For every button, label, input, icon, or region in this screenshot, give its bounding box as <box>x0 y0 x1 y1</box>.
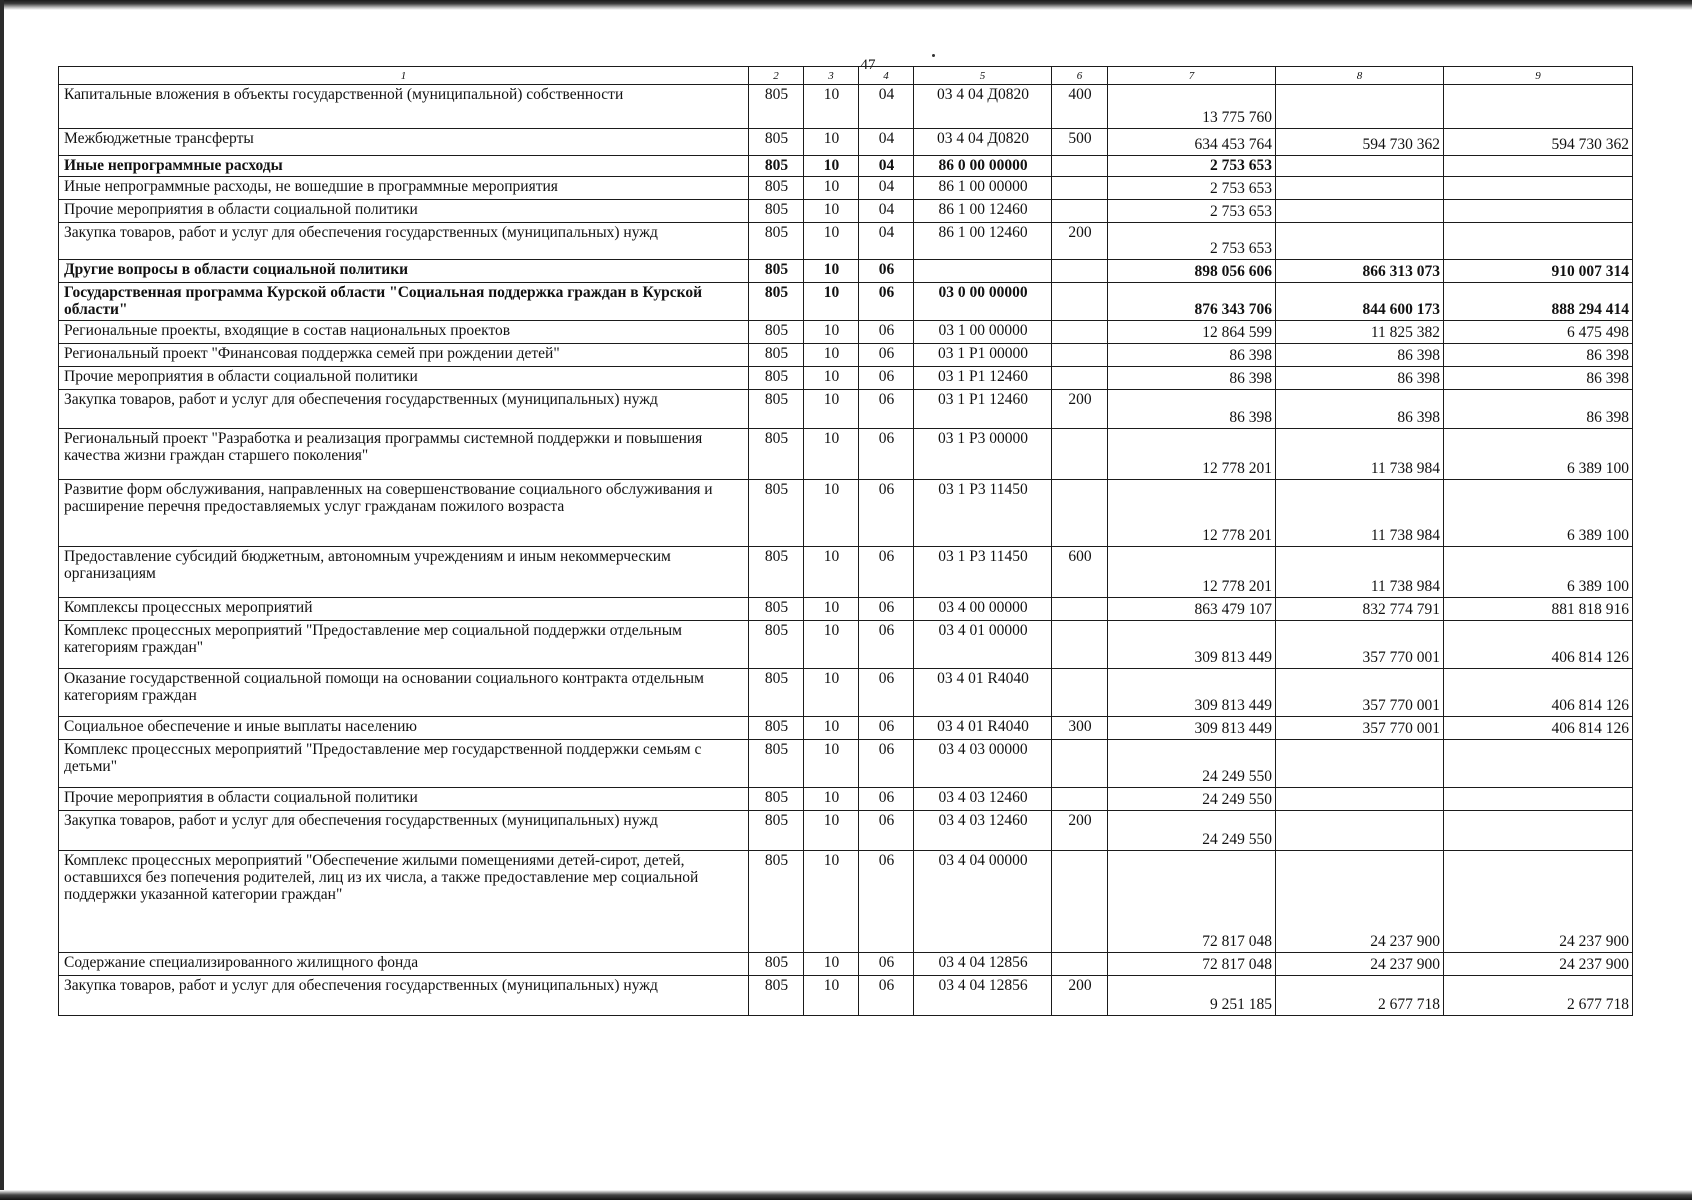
cell-amount-2024: 876 343 706 <box>1108 283 1276 321</box>
cell-subsection: 06 <box>859 953 914 976</box>
cell-amount-2024: 12 778 201 <box>1108 429 1276 480</box>
cell-amount-2025 <box>1276 85 1444 129</box>
cell-expense-type: 200 <box>1052 223 1108 260</box>
cell-amount-2025: 86 398 <box>1276 344 1444 367</box>
cell-description: Развитие форм обслуживания, направленных на совершенствование социального обслуживания и расширение перечня предоставляемых услуг гражданам пожилого возраста <box>59 480 749 547</box>
cell-section: 10 <box>804 321 859 344</box>
cell-ministry: 805 <box>749 177 804 200</box>
cell-ministry: 805 <box>749 344 804 367</box>
cell-description: Иные непрограммные расходы <box>59 156 749 177</box>
cell-subsection: 06 <box>859 811 914 851</box>
cell-target-article <box>914 260 1052 283</box>
scan-edge-bottom <box>0 1190 1692 1200</box>
cell-amount-2025: 86 398 <box>1276 367 1444 390</box>
cell-amount-2026: 24 237 900 <box>1444 851 1633 953</box>
cell-section: 10 <box>804 953 859 976</box>
cell-amount-2026: 24 237 900 <box>1444 953 1633 976</box>
cell-ministry: 805 <box>749 953 804 976</box>
table-row <box>59 344 1633 367</box>
cell-amount-2025 <box>1276 223 1444 260</box>
cell-amount-2025: 24 237 900 <box>1276 851 1444 953</box>
cell-amount-2025: 2 677 718 <box>1276 976 1444 1016</box>
cell-ministry: 805 <box>749 976 804 1016</box>
cell-target-article: 86 1 00 00000 <box>914 177 1052 200</box>
cell-expense-type <box>1052 621 1108 669</box>
cell-amount-2026: 86 398 <box>1444 367 1633 390</box>
cell-amount-2024: 309 813 449 <box>1108 621 1276 669</box>
cell-amount-2026: 881 818 916 <box>1444 598 1633 621</box>
table-row <box>59 367 1633 390</box>
cell-section: 10 <box>804 344 859 367</box>
cell-amount-2026: 86 398 <box>1444 390 1633 429</box>
cell-section: 10 <box>804 788 859 811</box>
cell-subsection: 06 <box>859 429 914 480</box>
cell-section: 10 <box>804 669 859 717</box>
header-col-9: 9 <box>1444 67 1633 85</box>
cell-description: Комплекс процессных мероприятий "Предоставление мер государственной поддержки семьям с детьми" <box>59 740 749 788</box>
cell-subsection: 06 <box>859 669 914 717</box>
cell-ministry: 805 <box>749 788 804 811</box>
cell-description: Закупка товаров, работ и услуг для обеспечения государственных (муниципальных) нужд <box>59 976 749 1016</box>
cell-ministry: 805 <box>749 811 804 851</box>
cell-amount-2024: 12 778 201 <box>1108 480 1276 547</box>
cell-ministry: 805 <box>749 129 804 156</box>
cell-amount-2025: 357 770 001 <box>1276 621 1444 669</box>
cell-subsection: 04 <box>859 200 914 223</box>
cell-subsection: 06 <box>859 717 914 740</box>
cell-ministry: 805 <box>749 547 804 598</box>
cell-amount-2025: 24 237 900 <box>1276 953 1444 976</box>
cell-section: 10 <box>804 390 859 429</box>
table-row <box>59 547 1633 598</box>
table-row <box>59 390 1633 429</box>
cell-amount-2025: 11 738 984 <box>1276 547 1444 598</box>
cell-section: 10 <box>804 156 859 177</box>
cell-amount-2024: 24 249 550 <box>1108 788 1276 811</box>
cell-target-article: 03 0 00 00000 <box>914 283 1052 321</box>
cell-target-article: 03 4 00 00000 <box>914 598 1052 621</box>
table-row <box>59 177 1633 200</box>
table-row <box>59 717 1633 740</box>
cell-description: Социальное обеспечение и иные выплаты населению <box>59 717 749 740</box>
cell-amount-2024: 309 813 449 <box>1108 669 1276 717</box>
cell-expense-type <box>1052 788 1108 811</box>
cell-subsection: 04 <box>859 177 914 200</box>
cell-amount-2026: 910 007 314 <box>1444 260 1633 283</box>
cell-amount-2025: 866 313 073 <box>1276 260 1444 283</box>
table-row <box>59 598 1633 621</box>
cell-amount-2024: 12 864 599 <box>1108 321 1276 344</box>
cell-amount-2026: 2 677 718 <box>1444 976 1633 1016</box>
cell-description: Иные непрограммные расходы, не вошедшие в программные мероприятия <box>59 177 749 200</box>
cell-subsection: 04 <box>859 156 914 177</box>
cell-ministry: 805 <box>749 85 804 129</box>
cell-expense-type: 200 <box>1052 811 1108 851</box>
cell-amount-2025: 844 600 173 <box>1276 283 1444 321</box>
cell-amount-2026: 888 294 414 <box>1444 283 1633 321</box>
table-row <box>59 811 1633 851</box>
cell-ministry: 805 <box>749 480 804 547</box>
cell-target-article: 03 4 04 Д0820 <box>914 129 1052 156</box>
cell-target-article: 03 4 04 12856 <box>914 953 1052 976</box>
cell-description: Прочие мероприятия в области социальной политики <box>59 367 749 390</box>
header-col-1: 1 <box>59 67 749 85</box>
cell-amount-2024: 86 398 <box>1108 344 1276 367</box>
cell-amount-2025 <box>1276 788 1444 811</box>
table-row <box>59 740 1633 788</box>
cell-description: Прочие мероприятия в области социальной политики <box>59 788 749 811</box>
cell-target-article: 86 1 00 12460 <box>914 223 1052 260</box>
cell-amount-2024: 634 453 764 <box>1108 129 1276 156</box>
cell-amount-2024: 72 817 048 <box>1108 953 1276 976</box>
cell-subsection: 06 <box>859 740 914 788</box>
cell-amount-2024: 863 479 107 <box>1108 598 1276 621</box>
cell-amount-2025: 11 738 984 <box>1276 429 1444 480</box>
cell-amount-2026: 594 730 362 <box>1444 129 1633 156</box>
cell-expense-type <box>1052 260 1108 283</box>
cell-amount-2026 <box>1444 200 1633 223</box>
cell-target-article: 03 4 04 12856 <box>914 976 1052 1016</box>
cell-amount-2025: 357 770 001 <box>1276 669 1444 717</box>
cell-description: Межбюджетные трансферты <box>59 129 749 156</box>
cell-amount-2025 <box>1276 177 1444 200</box>
header-col-8: 8 <box>1276 67 1444 85</box>
cell-section: 10 <box>804 283 859 321</box>
cell-expense-type <box>1052 283 1108 321</box>
cell-ministry: 805 <box>749 740 804 788</box>
cell-amount-2025: 357 770 001 <box>1276 717 1444 740</box>
cell-expense-type: 200 <box>1052 976 1108 1016</box>
cell-amount-2024: 86 398 <box>1108 367 1276 390</box>
cell-subsection: 06 <box>859 260 914 283</box>
cell-subsection: 04 <box>859 129 914 156</box>
cell-ministry: 805 <box>749 598 804 621</box>
cell-expense-type <box>1052 200 1108 223</box>
cell-section: 10 <box>804 811 859 851</box>
cell-amount-2024: 24 249 550 <box>1108 811 1276 851</box>
cell-subsection: 06 <box>859 367 914 390</box>
cell-description: Содержание специализированного жилищного фонда <box>59 953 749 976</box>
cell-description: Оказание государственной социальной помощи на основании социального контракта отдельным категориям граждан <box>59 669 749 717</box>
budget-table <box>58 66 1633 1016</box>
cell-expense-type <box>1052 367 1108 390</box>
cell-description: Региональный проект "Финансовая поддержка семей при рождении детей" <box>59 344 749 367</box>
table-row <box>59 976 1633 1016</box>
cell-expense-type <box>1052 669 1108 717</box>
cell-expense-type: 400 <box>1052 85 1108 129</box>
cell-subsection: 06 <box>859 480 914 547</box>
cell-amount-2026 <box>1444 85 1633 129</box>
cell-amount-2024: 72 817 048 <box>1108 851 1276 953</box>
cell-target-article: 03 1 P1 12460 <box>914 367 1052 390</box>
cell-amount-2026 <box>1444 223 1633 260</box>
cell-target-article: 03 4 04 Д0820 <box>914 85 1052 129</box>
cell-subsection: 06 <box>859 621 914 669</box>
table-row <box>59 129 1633 156</box>
cell-expense-type <box>1052 177 1108 200</box>
cell-target-article: 03 4 03 00000 <box>914 740 1052 788</box>
cell-target-article: 03 4 01 R4040 <box>914 717 1052 740</box>
cell-description: Другие вопросы в области социальной политики <box>59 260 749 283</box>
cell-amount-2025 <box>1276 740 1444 788</box>
cell-target-article: 03 1 P3 11450 <box>914 480 1052 547</box>
cell-subsection: 06 <box>859 344 914 367</box>
cell-target-article: 03 4 01 R4040 <box>914 669 1052 717</box>
cell-target-article: 03 1 P3 11450 <box>914 547 1052 598</box>
table-row <box>59 669 1633 717</box>
cell-subsection: 06 <box>859 598 914 621</box>
cell-expense-type: 500 <box>1052 129 1108 156</box>
cell-description: Комплексы процессных мероприятий <box>59 598 749 621</box>
scan-speck <box>932 54 935 57</box>
cell-amount-2024: 898 056 606 <box>1108 260 1276 283</box>
cell-expense-type: 200 <box>1052 390 1108 429</box>
cell-amount-2026: 6 475 498 <box>1444 321 1633 344</box>
cell-expense-type <box>1052 321 1108 344</box>
header-col-7: 7 <box>1108 67 1276 85</box>
cell-target-article: 86 1 00 12460 <box>914 200 1052 223</box>
cell-amount-2026: 6 389 100 <box>1444 547 1633 598</box>
cell-amount-2025 <box>1276 200 1444 223</box>
cell-amount-2025: 594 730 362 <box>1276 129 1444 156</box>
cell-subsection: 06 <box>859 851 914 953</box>
cell-amount-2026: 406 814 126 <box>1444 669 1633 717</box>
cell-amount-2024: 13 775 760 <box>1108 85 1276 129</box>
cell-target-article: 03 4 03 12460 <box>914 788 1052 811</box>
cell-description: Капитальные вложения в объекты государственной (муниципальной) собственности <box>59 85 749 129</box>
cell-expense-type <box>1052 480 1108 547</box>
header-col-3: 3 <box>804 67 859 85</box>
header-col-2: 2 <box>749 67 804 85</box>
cell-ministry: 805 <box>749 223 804 260</box>
cell-section: 10 <box>804 200 859 223</box>
cell-amount-2025: 86 398 <box>1276 390 1444 429</box>
cell-ministry: 805 <box>749 283 804 321</box>
table-row <box>59 321 1633 344</box>
cell-subsection: 06 <box>859 976 914 1016</box>
cell-section: 10 <box>804 976 859 1016</box>
cell-ministry: 805 <box>749 390 804 429</box>
cell-amount-2026 <box>1444 811 1633 851</box>
cell-amount-2024: 12 778 201 <box>1108 547 1276 598</box>
cell-section: 10 <box>804 717 859 740</box>
cell-section: 10 <box>804 598 859 621</box>
cell-target-article: 03 1 P1 00000 <box>914 344 1052 367</box>
cell-ministry: 805 <box>749 367 804 390</box>
cell-amount-2026 <box>1444 788 1633 811</box>
cell-expense-type <box>1052 740 1108 788</box>
cell-amount-2024: 2 753 653 <box>1108 156 1276 177</box>
cell-section: 10 <box>804 480 859 547</box>
cell-amount-2026 <box>1444 740 1633 788</box>
header-col-4: 4 <box>859 67 914 85</box>
cell-description: Региональные проекты, входящие в состав национальных проектов <box>59 321 749 344</box>
cell-amount-2026: 406 814 126 <box>1444 621 1633 669</box>
cell-description: Государственная программа Курской области "Социальная поддержка граждан в Курской области" <box>59 283 749 321</box>
cell-section: 10 <box>804 260 859 283</box>
header-col-6: 6 <box>1052 67 1108 85</box>
scan-edge-top <box>0 0 1692 10</box>
table-row <box>59 223 1633 260</box>
cell-amount-2024: 2 753 653 <box>1108 223 1276 260</box>
cell-expense-type <box>1052 953 1108 976</box>
cell-section: 10 <box>804 740 859 788</box>
cell-ministry: 805 <box>749 851 804 953</box>
cell-target-article: 03 4 04 00000 <box>914 851 1052 953</box>
cell-subsection: 06 <box>859 547 914 598</box>
table-row <box>59 85 1633 129</box>
cell-amount-2026 <box>1444 177 1633 200</box>
cell-description: Комплекс процессных мероприятий "Предоставление мер социальной поддержки отдельным категориям граждан" <box>59 621 749 669</box>
cell-description: Прочие мероприятия в области социальной политики <box>59 200 749 223</box>
table-row <box>59 429 1633 480</box>
cell-subsection: 06 <box>859 321 914 344</box>
table-header-row <box>59 67 1633 85</box>
cell-subsection: 06 <box>859 788 914 811</box>
cell-section: 10 <box>804 129 859 156</box>
scan-edge-left <box>0 0 4 1200</box>
cell-ministry: 805 <box>749 321 804 344</box>
cell-expense-type <box>1052 344 1108 367</box>
cell-amount-2024: 9 251 185 <box>1108 976 1276 1016</box>
cell-amount-2024: 2 753 653 <box>1108 177 1276 200</box>
table-row <box>59 851 1633 953</box>
cell-section: 10 <box>804 367 859 390</box>
cell-section: 10 <box>804 223 859 260</box>
cell-section: 10 <box>804 547 859 598</box>
cell-expense-type <box>1052 851 1108 953</box>
table-row <box>59 156 1633 177</box>
cell-expense-type: 300 <box>1052 717 1108 740</box>
cell-section: 10 <box>804 621 859 669</box>
cell-ministry: 805 <box>749 429 804 480</box>
cell-target-article: 03 1 00 00000 <box>914 321 1052 344</box>
page-number: 47 <box>860 57 876 73</box>
table-row <box>59 200 1633 223</box>
cell-expense-type <box>1052 156 1108 177</box>
cell-amount-2026: 406 814 126 <box>1444 717 1633 740</box>
cell-section: 10 <box>804 851 859 953</box>
cell-amount-2025: 11 825 382 <box>1276 321 1444 344</box>
cell-description: Предоставление субсидий бюджетным, автономным учреждениям и иным некоммерческим организациям <box>59 547 749 598</box>
cell-section: 10 <box>804 429 859 480</box>
cell-expense-type: 600 <box>1052 547 1108 598</box>
cell-subsection: 06 <box>859 283 914 321</box>
cell-target-article: 03 4 01 00000 <box>914 621 1052 669</box>
cell-description: Закупка товаров, работ и услуг для обеспечения государственных (муниципальных) нужд <box>59 223 749 260</box>
cell-section: 10 <box>804 85 859 129</box>
cell-target-article: 86 0 00 00000 <box>914 156 1052 177</box>
cell-amount-2024: 2 753 653 <box>1108 200 1276 223</box>
cell-ministry: 805 <box>749 669 804 717</box>
cell-target-article: 03 1 P3 00000 <box>914 429 1052 480</box>
cell-expense-type <box>1052 598 1108 621</box>
cell-amount-2025: 832 774 791 <box>1276 598 1444 621</box>
cell-description: Комплекс процессных мероприятий "Обеспечение жилыми помещениями детей-сирот, детей, оставшихся без попечения родителей, лиц из их числа, а также предоставление мер социальной поддержки указанной категории граждан" <box>59 851 749 953</box>
cell-description: Закупка товаров, работ и услуг для обеспечения государственных (муниципальных) нужд <box>59 811 749 851</box>
cell-amount-2026: 86 398 <box>1444 344 1633 367</box>
table-row <box>59 953 1633 976</box>
cell-subsection: 04 <box>859 223 914 260</box>
cell-amount-2025: 11 738 984 <box>1276 480 1444 547</box>
cell-amount-2026: 6 389 100 <box>1444 480 1633 547</box>
table-row <box>59 260 1633 283</box>
table-row <box>59 283 1633 321</box>
cell-amount-2024: 86 398 <box>1108 390 1276 429</box>
cell-amount-2025 <box>1276 811 1444 851</box>
cell-target-article: 03 4 03 12460 <box>914 811 1052 851</box>
table-row <box>59 480 1633 547</box>
cell-amount-2026: 6 389 100 <box>1444 429 1633 480</box>
cell-ministry: 805 <box>749 621 804 669</box>
table-row <box>59 788 1633 811</box>
cell-amount-2026 <box>1444 156 1633 177</box>
header-col-5: 5 <box>914 67 1052 85</box>
cell-subsection: 06 <box>859 390 914 429</box>
cell-expense-type <box>1052 429 1108 480</box>
cell-description: Закупка товаров, работ и услуг для обеспечения государственных (муниципальных) нужд <box>59 390 749 429</box>
cell-amount-2024: 309 813 449 <box>1108 717 1276 740</box>
table-row <box>59 621 1633 669</box>
cell-target-article: 03 1 P1 12460 <box>914 390 1052 429</box>
cell-ministry: 805 <box>749 260 804 283</box>
cell-ministry: 805 <box>749 200 804 223</box>
cell-description: Региональный проект "Разработка и реализация программы системной поддержки и повышения качества жизни граждан старшего поколения" <box>59 429 749 480</box>
cell-ministry: 805 <box>749 717 804 740</box>
cell-subsection: 04 <box>859 85 914 129</box>
cell-ministry: 805 <box>749 156 804 177</box>
cell-section: 10 <box>804 177 859 200</box>
cell-amount-2024: 24 249 550 <box>1108 740 1276 788</box>
cell-amount-2025 <box>1276 156 1444 177</box>
